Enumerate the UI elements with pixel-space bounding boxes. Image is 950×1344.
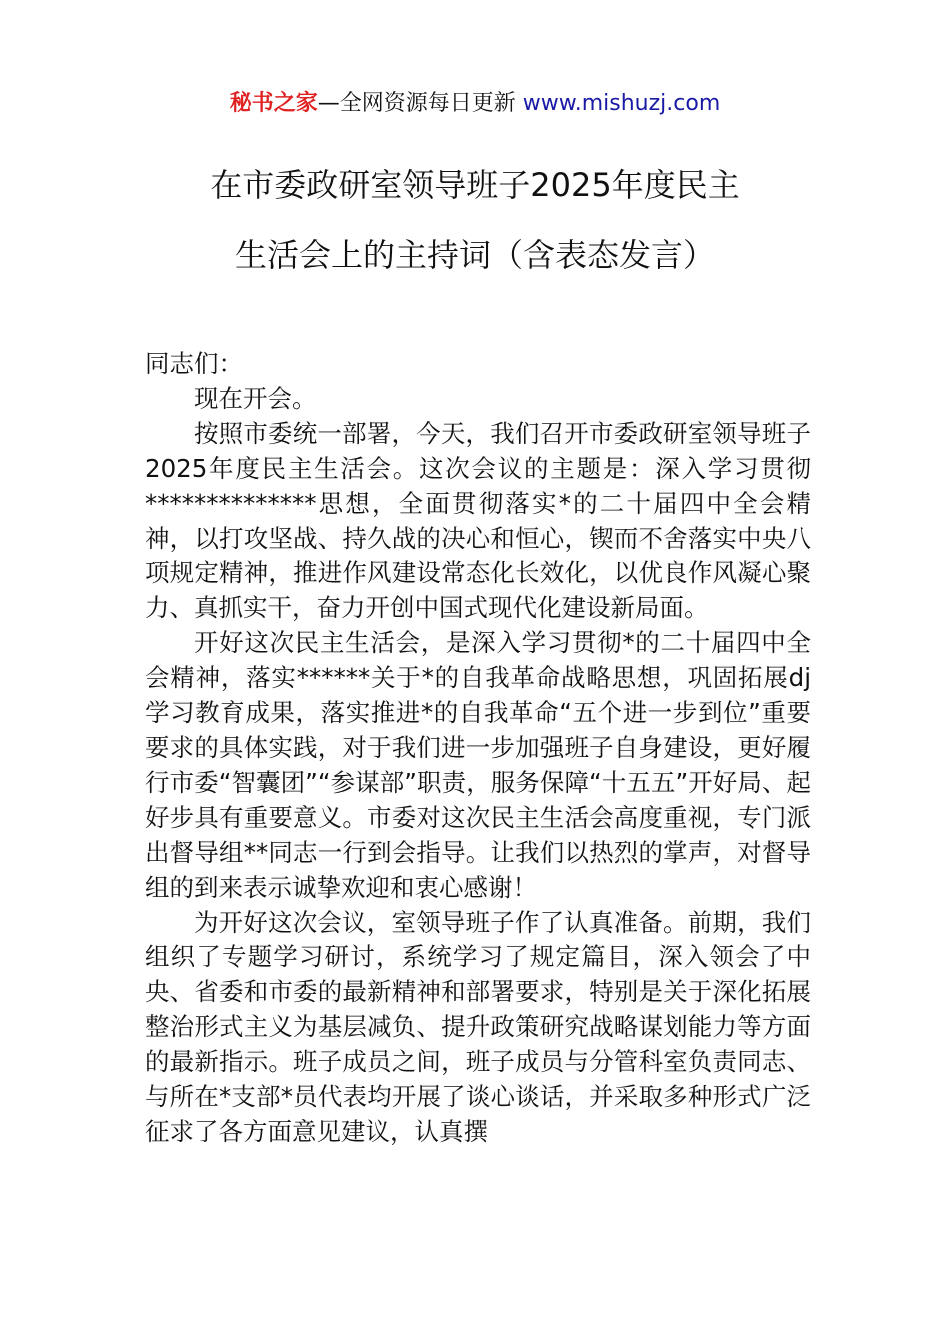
- paragraph-2: 按照市委统一部署，今天，我们召开市委政研室领导班子2025年度民主生活会。这次会议的主题是：深入学习贯彻**************思想，全面贯彻落实*的二十届四中全会精神，以打攻坚战、持久战的决心和恒心，锲而不舍落实中央八项规定精神，推进作风建设常态化长效化，以优良作风凝心聚力、真抓实干，奋力开创中国式现代化建设新局面。: [145, 418, 811, 623]
- paragraph-1: 现在开会。: [194, 383, 317, 413]
- title-line-2: 生活会上的主持词（含表态发言）: [234, 236, 715, 274]
- title-line-1: 在市委政研室领导班子2025年度民主: [210, 166, 740, 204]
- site-header: [0, 86, 950, 122]
- document-title: [145, 162, 805, 302]
- paragraph-3: 开好这次民主生活会，是深入学习贯彻*的二十届四中全会精神，落实******关于*的自我革命战略思想，巩固拓展dj学习教育成果，落实推进*的自我革命“五个进一步到位”重要要求的具体实践，对于我们进一步加强班子自身建设，更好履行市委“智囊团”“参谋部”职责，服务保障“十五五”开好局、起好步具有重要意义。市委对这次民主生活会高度重视，专门派出督导组**同志一行到会指导。让我们以热烈的掌声，对督导组的到来表示诚挚欢迎和衷心感谢！: [145, 628, 811, 902]
- site-name: 秘书之家: [229, 91, 318, 116]
- site-url-link[interactable]: www.mishuzj.com: [522, 91, 721, 116]
- paragraph-4: 为开好这次会议，室领导班子作了认真准备。前期，我们组织了专题学习研讨，系统学习了规定篇目，深入领会了中央、省委和市委的最新精神和部署要求，特别是关于深化拓展整治形式主义为基层减负、提升政策研究战略谋划能力等方面的最新指示。班子成员之间，班子成员与分管科室负责同志、与所在*支部*员代表均开展了谈心谈话，并采取多种形式广泛征求了各方面意见建议，认真撰: [145, 907, 811, 1146]
- site-slogan: —全网资源每日更新: [317, 91, 516, 116]
- greeting: 同志们：: [145, 349, 243, 378]
- document-body: [145, 347, 811, 1150]
